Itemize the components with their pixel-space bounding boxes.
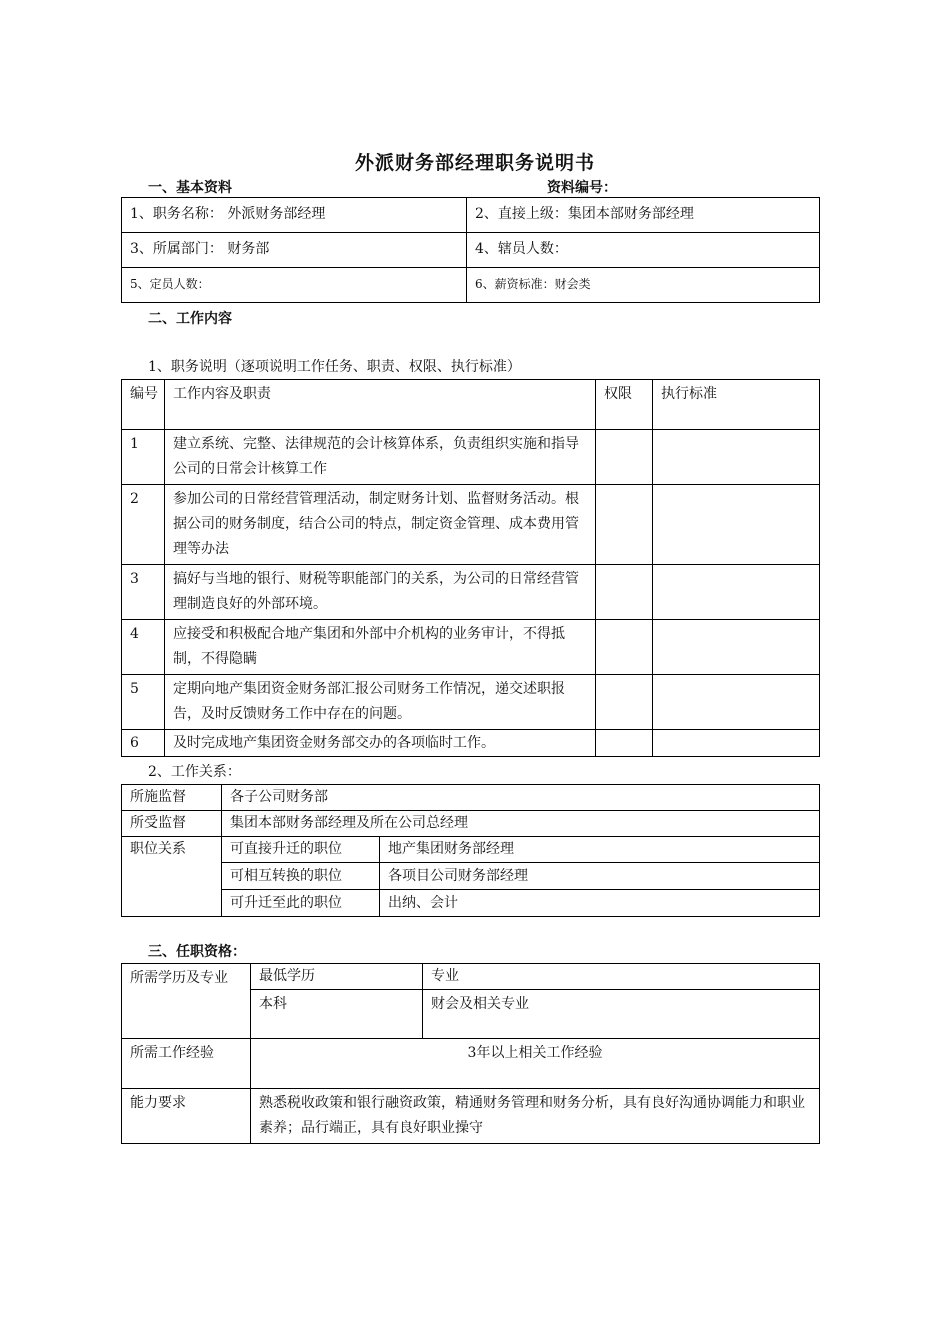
section1-heading: 一、基本资料: [148, 180, 232, 196]
duty-number: 6: [122, 730, 165, 757]
duty-authority: [596, 620, 653, 675]
position-value: 地产集团财务部经理: [380, 837, 820, 863]
direct-superior-cell: 2、直接上级：集团本部财务部经理: [467, 198, 820, 233]
section3-heading: 三、任职资格：: [148, 944, 246, 960]
position-label: 可升迁至此的职位: [222, 890, 380, 917]
subordinates-cell: 4、辖员人数：: [467, 233, 820, 268]
duty-description-subheading: 1、职务说明（逐项说明工作任务、职责、权限、执行标准）: [148, 359, 521, 375]
duty-standard: [653, 730, 820, 757]
experience-label: 所需工作经验: [122, 1039, 251, 1089]
table-row: [122, 485, 820, 565]
duties-table: [121, 379, 820, 757]
table-row: [122, 675, 820, 730]
supervised-value: 集团本部财务部经理及所在公司总经理: [222, 811, 820, 837]
position-label: 可直接升迁的职位: [222, 837, 380, 863]
table-row: [122, 430, 820, 485]
basic-info-table: [121, 197, 820, 303]
header-standard: 执行标准: [653, 380, 820, 430]
duty-authority: [596, 675, 653, 730]
salary-standard-cell: 6、薪资标准：财会类: [467, 268, 820, 303]
work-relations-subheading: 2、工作关系：: [148, 764, 241, 780]
duty-standard: [653, 430, 820, 485]
duty-text: 及时完成地产集团资金财务部交办的各项临时工作。: [165, 730, 596, 757]
duty-text: 定期向地产集团资金财务部汇报公司财务工作情况，递交述职报告，及时反馈财务工作中存在的问题。: [165, 675, 596, 730]
duty-text: 参加公司的日常经营管理活动，制定财务计划、监督财务活动。根据公司的财务制度，结合公司的特点，制定资金管理、成本费用管理等办法: [165, 485, 596, 565]
table-row: [122, 620, 820, 675]
job-title-cell: 1、职务名称： 外派财务部经理: [122, 198, 467, 233]
position-value: 出纳、会计: [380, 890, 820, 917]
section2-heading: 二、工作内容: [148, 311, 232, 327]
header-content: 工作内容及职责: [165, 380, 596, 430]
duty-number: 5: [122, 675, 165, 730]
education-label: 所需学历及专业: [122, 964, 251, 1039]
duty-standard: [653, 620, 820, 675]
headcount-cell: 5、定员人数：: [122, 268, 467, 303]
duty-number: 3: [122, 565, 165, 620]
doc-number-label: 资料编号：: [547, 180, 617, 196]
duty-number: 2: [122, 485, 165, 565]
header-number: 编号: [122, 380, 165, 430]
table-row: [122, 730, 820, 757]
duty-authority: [596, 565, 653, 620]
position-label: 可相互转换的职位: [222, 863, 380, 890]
duty-authority: [596, 485, 653, 565]
ability-label: 能力要求: [122, 1089, 251, 1144]
duty-standard: [653, 565, 820, 620]
duty-standard: [653, 485, 820, 565]
document-title: 外派财务部经理职务说明书: [354, 152, 595, 174]
duty-authority: [596, 730, 653, 757]
major-label: 专业: [423, 964, 820, 990]
duty-text: 搞好与当地的银行、财税等职能部门的关系，为公司的日常经营管理制造良好的外部环境。: [165, 565, 596, 620]
duty-standard: [653, 675, 820, 730]
duty-authority: [596, 430, 653, 485]
duty-text: 应接受和积极配合地产集团和外部中介机构的业务审计，不得抵制，不得隐瞒: [165, 620, 596, 675]
duty-text: 建立系统、完整、法律规范的会计核算体系，负责组织实施和指导公司的日常会计核算工作: [165, 430, 596, 485]
header-authority: 权限: [596, 380, 653, 430]
duty-number: 4: [122, 620, 165, 675]
supervise-label: 所施监督: [122, 785, 222, 811]
qualifications-table: [121, 963, 820, 1144]
ability-value: 熟悉税收政策和银行融资政策，精通财务管理和财务分析，具有良好沟通协调能力和职业素养；品行端正，具有良好职业操守: [251, 1089, 820, 1144]
department-cell: 3、所属部门： 财务部: [122, 233, 467, 268]
experience-value: 3年以上相关工作经验: [251, 1039, 820, 1089]
major-value: 财会及相关专业: [423, 990, 820, 1039]
table-row: [122, 565, 820, 620]
position-value: 各项目公司财务部经理: [380, 863, 820, 890]
supervised-label: 所受监督: [122, 811, 222, 837]
min-education-value: 本科: [251, 990, 423, 1039]
duty-number: 1: [122, 430, 165, 485]
supervise-value: 各子公司财务部: [222, 785, 820, 811]
position-relation-label: 职位关系: [122, 837, 222, 917]
relations-table: [121, 784, 820, 917]
min-education-label: 最低学历: [251, 964, 423, 990]
